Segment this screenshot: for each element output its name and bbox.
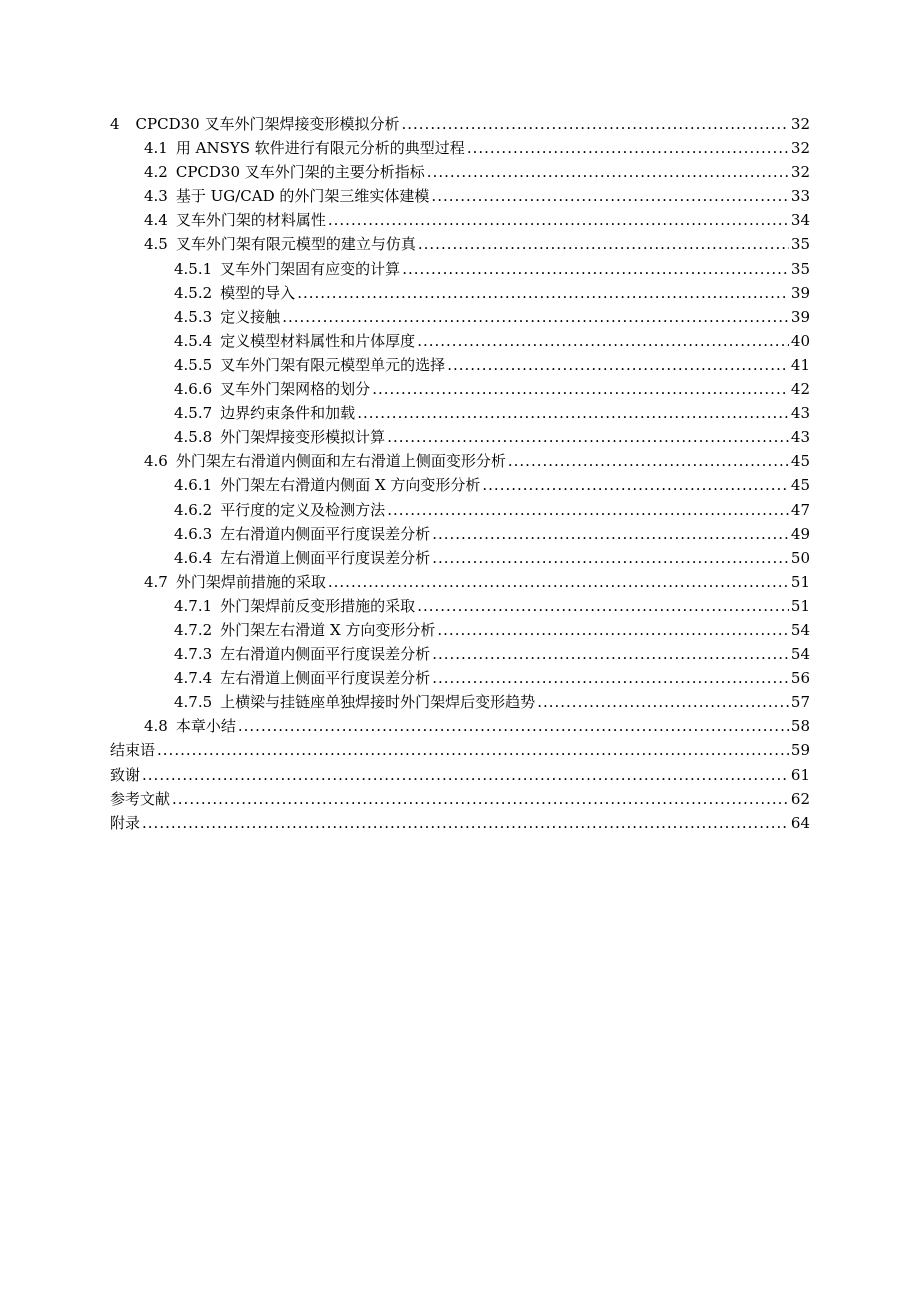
toc-entry[interactable] (110, 642, 810, 666)
toc-dot-leader (157, 738, 789, 762)
toc-entry[interactable] (110, 401, 810, 425)
toc-entry-title: CPCD30 叉车外门架焊接变形模拟分析 (135, 115, 400, 133)
toc-entry[interactable] (110, 281, 810, 305)
toc-entry[interactable] (110, 305, 810, 329)
toc-entry-number: 4.6.2 (174, 500, 213, 519)
toc-entry[interactable] (110, 738, 810, 762)
toc-entry-number: 4.5.3 (174, 307, 213, 326)
toc-dot-leader (418, 232, 789, 256)
toc-entry-number: 4.7.1 (174, 596, 213, 615)
toc-entry-number: 4.7 (144, 572, 168, 591)
toc-entry-title: 参考文献 (110, 789, 171, 808)
toc-entry-number: 4.5 (144, 235, 168, 254)
toc-entry-page: 54 (790, 620, 810, 639)
toc-entry-number: 4.2 (144, 163, 168, 182)
toc-entry-page: 32 (790, 139, 810, 158)
toc-entry[interactable] (110, 546, 810, 570)
toc-entry-number: 4.6.1 (174, 476, 213, 495)
toc-entry-page: 43 (790, 428, 810, 447)
toc-entry-title: 叉车外门架固有应变的计算 (220, 259, 401, 278)
toc-entry-number: 4.7.3 (174, 645, 213, 664)
toc-entry-title: 左右滑道内侧面平行度误差分析 (220, 645, 431, 664)
toc-entry[interactable] (110, 329, 810, 353)
toc-entry-page: 57 (790, 693, 810, 712)
toc-entry-number: 4.5.5 (174, 355, 213, 374)
toc-entry-title: 外门架焊前反变形措施的采取 (220, 596, 416, 615)
toc-dot-leader (328, 208, 789, 232)
toc-entry[interactable] (110, 112, 810, 136)
toc-dot-leader (432, 546, 789, 570)
toc-entry-page: 32 (790, 115, 810, 133)
toc-entry-title: 叉车外门架有限元模型的建立与仿真 (175, 235, 416, 254)
toc-entry-page: 39 (790, 307, 810, 326)
toc-entry-page: 39 (790, 283, 810, 302)
toc-entry-page: 58 (790, 717, 810, 736)
toc-dot-leader (142, 811, 789, 835)
toc-entry-title: 边界约束条件和加载 (220, 404, 356, 423)
toc-entry-number: 4.5.1 (174, 259, 213, 278)
toc-dot-leader (431, 184, 788, 208)
toc-dot-leader (432, 522, 789, 546)
toc-entry-page: 33 (790, 187, 810, 206)
toc-dot-leader (172, 787, 789, 811)
toc-entry-page: 35 (790, 235, 810, 254)
toc-entry[interactable] (110, 473, 810, 497)
toc-dot-leader (432, 642, 789, 666)
toc-entry-number: 4.6.6 (174, 380, 213, 399)
toc-entry[interactable] (110, 714, 810, 738)
toc-entry-title: 叉车外门架网格的划分 (220, 380, 371, 399)
toc-entry-title: CPCD30 叉车外门架的主要分析指标 (175, 163, 425, 182)
toc-entry-number: 4.7.5 (174, 693, 213, 712)
toc-entry[interactable] (110, 232, 810, 256)
toc-dot-leader (402, 257, 789, 281)
toc-entry-page: 62 (790, 789, 810, 808)
toc-entry[interactable] (110, 787, 810, 811)
toc-entry-title: 模型的导入 (220, 283, 296, 302)
toc-dot-leader (447, 353, 789, 377)
toc-entry[interactable] (110, 184, 810, 208)
toc-dot-leader (357, 401, 789, 425)
toc-entry-page: 45 (790, 476, 810, 495)
toc-entry[interactable] (110, 522, 810, 546)
toc-entry-number: 4.7.2 (174, 620, 213, 639)
toc-entry[interactable] (110, 257, 810, 281)
toc-entry-title: 外门架焊前措施的采取 (175, 572, 326, 591)
toc-entry-title: 本章小结 (175, 717, 236, 736)
toc-dot-leader (417, 329, 789, 353)
toc-entry-title: 定义接触 (220, 307, 281, 326)
toc-entry-title: 叉车外门架的材料属性 (175, 211, 326, 230)
toc-entry-title: 结束语 (110, 741, 156, 760)
toc-dot-leader (427, 160, 789, 184)
toc-entry-page: 42 (790, 380, 810, 399)
toc-entry-page: 45 (790, 452, 810, 471)
toc-entry-page: 40 (790, 331, 810, 350)
toc-entry-page: 34 (790, 211, 810, 230)
toc-entry[interactable] (110, 811, 810, 835)
toc-entry-title: 用 ANSYS 软件进行有限元分析的典型过程 (175, 139, 465, 158)
toc-dot-leader (467, 136, 789, 160)
toc-entry-number: 4.8 (144, 717, 168, 736)
toc-entry[interactable] (110, 666, 810, 690)
toc-dot-leader (282, 305, 789, 329)
toc-entry-title: 外门架左右滑道内侧面和左右滑道上侧面变形分析 (175, 452, 506, 471)
toc-entry-page: 50 (790, 548, 810, 567)
toc-entry-page: 41 (790, 355, 810, 374)
toc-entry[interactable] (110, 208, 810, 232)
toc-entry[interactable] (110, 618, 810, 642)
toc-entry-number: 4.4 (144, 211, 168, 230)
toc-entry-page: 51 (790, 596, 810, 615)
toc-dot-leader (238, 714, 789, 738)
toc-entry[interactable] (110, 498, 810, 522)
toc-dot-leader (417, 594, 789, 618)
toc-entry-number: 4 (110, 115, 120, 133)
toc-entry-number: 4.6.4 (174, 548, 213, 567)
toc-dot-leader (297, 281, 789, 305)
toc-entry-page: 56 (790, 669, 810, 688)
toc-entry-title: 叉车外门架有限元模型单元的选择 (220, 355, 446, 374)
toc-dot-leader (432, 666, 789, 690)
toc-entry-title: 外门架焊接变形模拟计算 (220, 428, 386, 447)
toc-dot-leader (401, 112, 788, 136)
toc-entry-title: 外门架左右滑道内侧面 X 方向变形分析 (220, 476, 481, 495)
toc-dot-leader (387, 425, 789, 449)
toc-entry-number: 4.5.7 (174, 404, 213, 423)
toc-entry[interactable] (110, 377, 810, 401)
toc-entry[interactable] (110, 690, 810, 714)
toc-entry-number: 4.5.8 (174, 428, 213, 447)
toc-entry[interactable] (110, 160, 810, 184)
toc-dot-leader (482, 473, 789, 497)
toc-entry-page: 59 (790, 741, 810, 760)
toc-dot-leader (437, 618, 789, 642)
toc-entry-number: 4.6.3 (174, 524, 213, 543)
toc-entry[interactable] (110, 353, 810, 377)
toc-entry-page: 61 (790, 765, 810, 784)
table-of-contents (110, 112, 810, 835)
toc-entry-title: 附录 (110, 813, 141, 832)
toc-entry[interactable] (110, 449, 810, 473)
toc-entry-title: 外门架左右滑道 X 方向变形分析 (220, 620, 436, 639)
toc-entry-page: 47 (790, 500, 810, 519)
toc-entry[interactable] (110, 425, 810, 449)
toc-entry-page: 35 (790, 259, 810, 278)
toc-entry-title: 左右滑道内侧面平行度误差分析 (220, 524, 431, 543)
toc-entry-title: 平行度的定义及检测方法 (220, 500, 386, 519)
toc-entry-title: 上横梁与挂链座单独焊接时外门架焊后变形趋势 (220, 693, 536, 712)
toc-entry-page: 51 (790, 572, 810, 591)
toc-entry-number: 4.7.4 (174, 669, 213, 688)
toc-entry[interactable] (110, 570, 810, 594)
toc-entry-page: 32 (790, 163, 810, 182)
toc-entry-title: 左右滑道上侧面平行度误差分析 (220, 548, 431, 567)
toc-dot-leader (508, 449, 789, 473)
toc-entry[interactable] (110, 763, 810, 787)
toc-entry-number: 4.6 (144, 452, 168, 471)
toc-entry-number: 4.3 (144, 187, 168, 206)
toc-entry-page: 64 (790, 813, 810, 832)
toc-entry-number: 4.1 (144, 139, 168, 158)
toc-entry-title: 致谢 (110, 765, 141, 784)
toc-entry-title: 定义模型材料属性和片体厚度 (220, 331, 416, 350)
toc-entry-number: 4.5.4 (174, 331, 213, 350)
toc-entry-title: 基于 UG/CAD 的外门架三维实体建模 (175, 187, 430, 206)
toc-dot-leader (387, 498, 789, 522)
toc-dot-leader (142, 763, 789, 787)
toc-entry[interactable] (110, 136, 810, 160)
toc-dot-leader (328, 570, 789, 594)
toc-dot-leader (372, 377, 789, 401)
toc-dot-leader (537, 690, 789, 714)
toc-entry-page: 49 (790, 524, 810, 543)
toc-entry-title: 左右滑道上侧面平行度误差分析 (220, 669, 431, 688)
toc-entry-number: 4.5.2 (174, 283, 213, 302)
toc-entry-page: 43 (790, 404, 810, 423)
toc-entry-page: 54 (790, 645, 810, 664)
toc-entry[interactable] (110, 594, 810, 618)
